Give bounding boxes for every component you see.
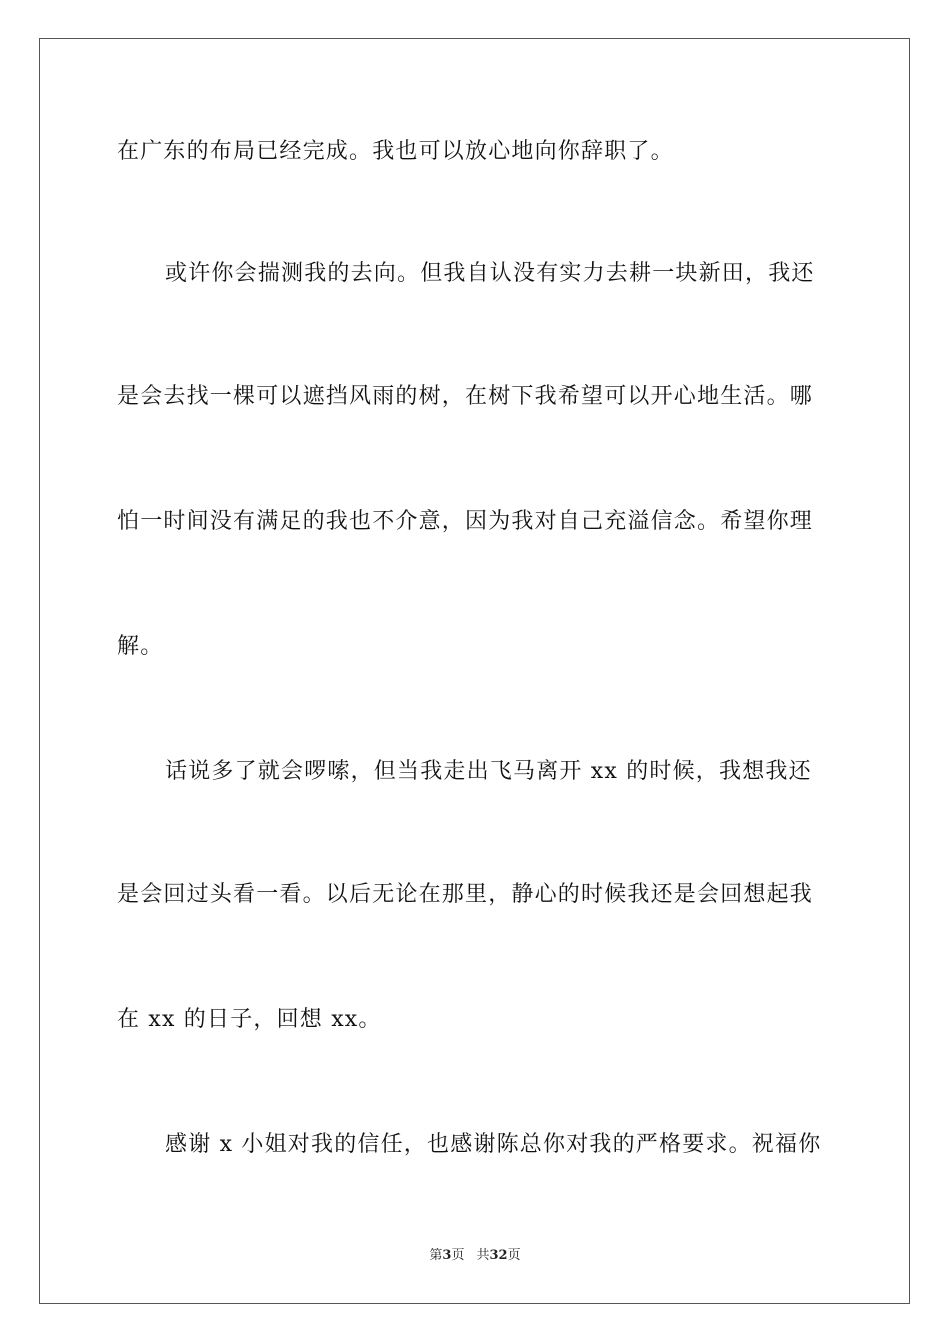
total-prefix: 共 [476, 1248, 490, 1263]
text-line-2: 或许你会揣测我的去向。但我自认没有实力去耕一块新田，我还 [165, 261, 815, 286]
text-line-8: 在 xx 的日子，回想 xx。 [117, 1007, 382, 1032]
text-line-1: 在广东的布局已经完成。我也可以放心地向你辞职了。 [117, 139, 674, 164]
page-number: 3 [442, 1248, 452, 1263]
text-line-3: 是会去找一棵可以遮挡风雨的树，在树下我希望可以开心地生活。哪 [117, 384, 814, 409]
page-footer [0, 1247, 950, 1265]
text-line-5: 解。 [117, 634, 164, 659]
page-prefix: 第 [429, 1248, 443, 1263]
total-suffix: 页 [507, 1248, 521, 1263]
total-pages: 32 [489, 1248, 508, 1263]
page-frame [39, 38, 910, 1304]
text-line-9: 感谢 x 小姐对我的信任，也感谢陈总你对我的严格要求。祝福你 [165, 1132, 822, 1157]
text-line-7: 是会回过头看一看。以后无论在那里，静心的时候我还是会回想起我 [117, 882, 814, 907]
text-line-6: 话说多了就会啰嗦，但当我走出飞马离开 xx 的时候，我想我还 [165, 759, 812, 784]
page-suffix: 页 [451, 1248, 465, 1263]
text-line-4: 怕一时间没有满足的我也不介意，因为我对自己充溢信念。希望你理 [117, 509, 814, 534]
